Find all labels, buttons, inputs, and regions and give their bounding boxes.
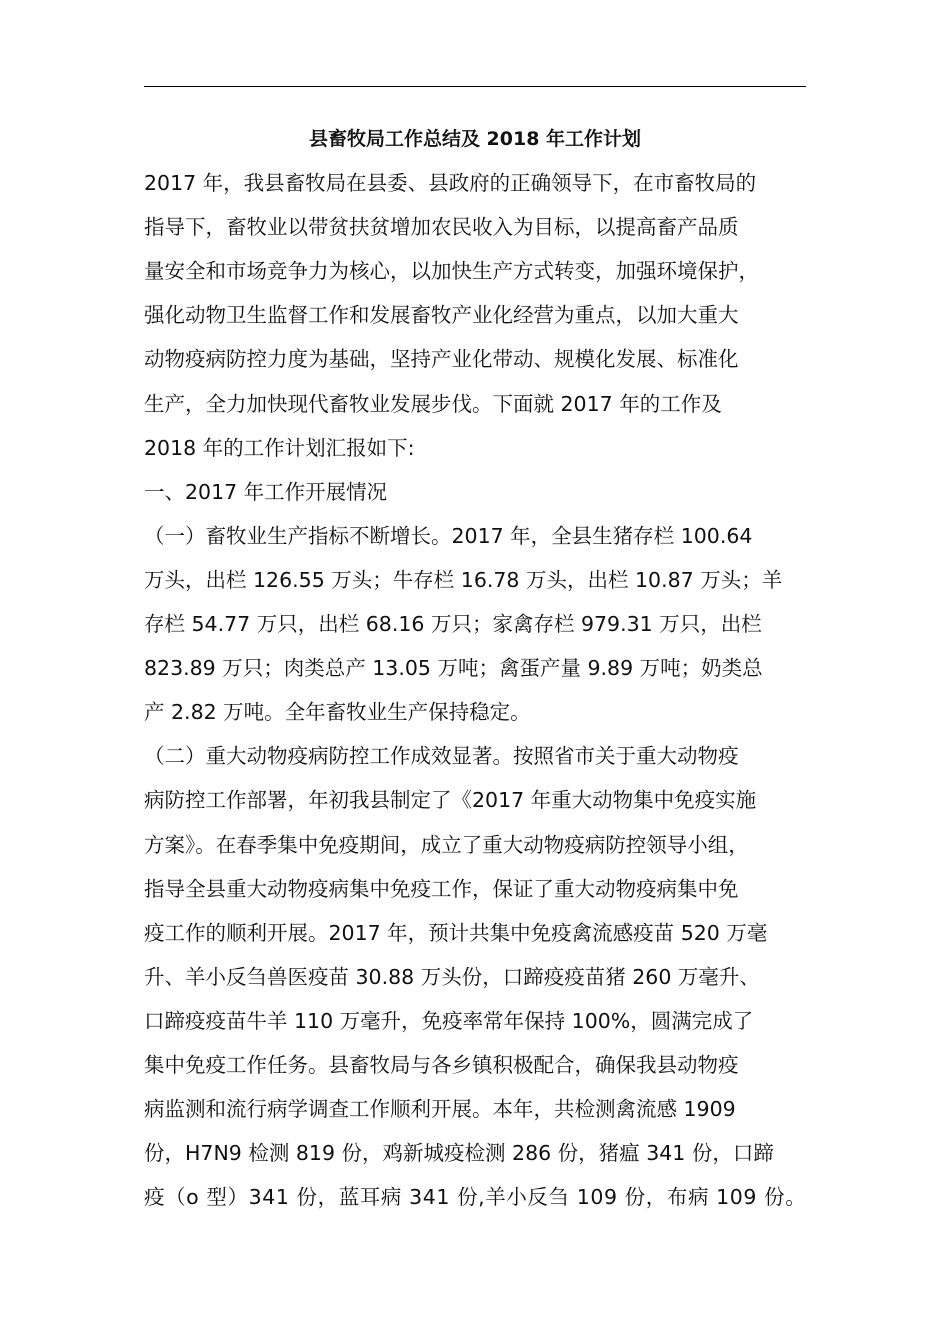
- body-text-line: 病防控工作部署，年初我县制定了《2017 年重大动物集中免疫实施: [144, 788, 757, 813]
- body-text-line: 疫（o 型）341 份，蓝耳病 341 份,羊小反刍 109 份，布病 109 份。: [144, 1185, 807, 1210]
- header-rule: [144, 86, 806, 87]
- body-text-line: 2018 年的工作计划汇报如下:: [144, 435, 415, 460]
- body-text-line: 万头，出栏 126.55 万头；牛存栏 16.78 万头，出栏 10.87 万头；羊: [144, 567, 783, 592]
- body-text-line: 集中免疫工作任务。县畜牧局与各乡镇积极配合，确保我县动物疫: [144, 1053, 739, 1077]
- body-text-line: 生产，全力加快现代畜牧业发展步伐。下面就 2017 年的工作及: [144, 391, 722, 416]
- body-text-line: 方案》。在春季集中免疫期间，成立了重大动物疫病防控领导小组，: [144, 832, 749, 857]
- body-text-line: 病监测和流行病学调查工作顺利开展。本年，共检测禽流感 1909: [144, 1097, 736, 1122]
- body-text-line: 动物疫病防控力度为基础，坚持产业化带动、规模化发展、标准化: [144, 347, 739, 372]
- body-text-line: 产 2.82 万吨。全年畜牧业生产保持稳定。: [144, 700, 531, 725]
- body-text-line: 强化动物卫生监督工作和发展畜牧产业化经营为重点，以加大重大: [144, 303, 739, 328]
- body-text-line: （二）重大动物疫病防控工作成效显著。按照省市关于重大动物疫: [144, 744, 739, 769]
- body-text-line: 升、羊小反刍兽医疫苗 30.88 万头份，口蹄疫疫苗猪 260 万毫升、: [144, 964, 760, 989]
- body-text-line: 823.89 万只；肉类总产 13.05 万吨；禽蛋产量 9.89 万吨；奶类总: [144, 656, 763, 681]
- body-text-line: 存栏 54.77 万只，出栏 68.16 万只；家禽存栏 979.31 万只，出栏: [144, 612, 762, 636]
- body-text-line: （一）畜牧业生产指标不断增长。2017 年，全县生猪存栏 100.64: [144, 523, 753, 548]
- body-text-line: 一、2017 年工作开展情况: [144, 479, 388, 504]
- body-text-line: 指导下，畜牧业以带贫扶贫增加农民收入为目标，以提高畜产品质: [144, 215, 739, 240]
- body-text-line: 疫工作的顺利开展。2017 年，预计共集中免疫禽流感疫苗 520 万毫: [144, 920, 768, 945]
- document-title: 县畜牧局工作总结及 2018 年工作计划: [308, 128, 642, 150]
- body-text-line: 口蹄疫疫苗牛羊 110 万毫升，免疫率常年保持 100%，圆满完成了: [144, 1008, 754, 1033]
- body-text-line: 量安全和市场竞争力为核心，以加快生产方式转变，加强环境保护，: [144, 259, 759, 284]
- body-text-line: 指导全县重大动物疫病集中免疫工作，保证了重大动物疫病集中免: [144, 876, 739, 901]
- body-text-line: 份，H7N9 检测 819 份，鸡新城疫检测 286 份，猪瘟 341 份，口蹄: [144, 1141, 774, 1166]
- body-text-line: 2017 年，我县畜牧局在县委、县政府的正确领导下，在市畜牧局的: [144, 171, 757, 195]
